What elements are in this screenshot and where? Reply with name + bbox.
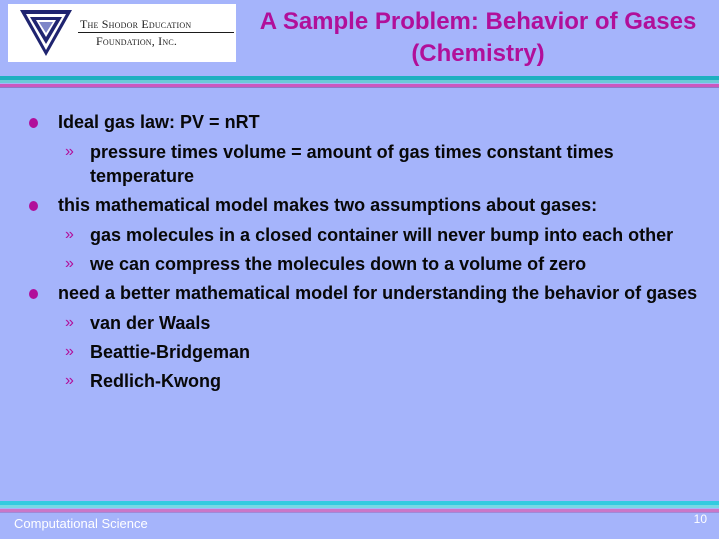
sub-bullet-text: Redlich-Kwong (90, 371, 221, 391)
sub-bullet-text: van der Waals (90, 313, 211, 333)
slide-content (28, 110, 704, 398)
sub-bullet-item (28, 140, 704, 188)
bottom-divider-band-light (0, 505, 719, 508)
double-chevron-icon: » (65, 143, 74, 160)
bullet-dot-icon (29, 289, 38, 299)
sub-bullet-text: we can compress the molecules down to a volume of zero (90, 254, 587, 274)
top-divider-band-thin (0, 87, 719, 88)
page-number: 10 (693, 512, 707, 526)
bullet-text: need a better mathematical model for understanding the behavior of gases (58, 283, 698, 303)
footer-course-title: Computational Science (14, 516, 148, 531)
bullet-dot-icon (29, 118, 38, 128)
sub-bullet-text: Beattie-Bridgeman (90, 342, 251, 362)
sub-bullet-text: pressure times volume = amount of gas times constant times temperature (90, 142, 614, 186)
bullet-item-assumptions (28, 193, 704, 217)
logo-line-1: The Shodor Education (78, 16, 234, 33)
sub-bullet-text: gas molecules in a closed container will never bump into each other (90, 225, 674, 245)
double-chevron-icon: » (65, 255, 74, 272)
bullet-text: Ideal gas law: PV = nRT (58, 112, 260, 132)
bullet-item-better-model (28, 281, 704, 305)
sub-bullet-item (28, 223, 704, 247)
bullet-text: this mathematical model makes two assumptions about gases: (58, 195, 598, 215)
sub-bullet-item (28, 340, 704, 364)
logo-line-2: Foundation, Inc. (96, 34, 178, 48)
sub-bullet-item (28, 252, 704, 276)
double-chevron-icon: » (65, 343, 74, 360)
bullet-item-ideal-gas-law (28, 110, 704, 134)
bottom-divider-band-thin (0, 512, 719, 513)
top-divider-band-light (0, 80, 719, 83)
bullet-dot-icon (29, 201, 38, 211)
logo-text (78, 16, 234, 49)
page-title: A Sample Problem: Behavior of Gases (Chemistry) (259, 8, 697, 67)
sub-bullet-item (28, 311, 704, 335)
logo (8, 4, 236, 62)
double-chevron-icon: » (65, 372, 74, 389)
double-chevron-icon: » (65, 226, 74, 243)
sub-bullet-item (28, 369, 704, 393)
double-chevron-icon: » (65, 314, 74, 331)
shodor-triangle-logo-icon (18, 8, 74, 58)
